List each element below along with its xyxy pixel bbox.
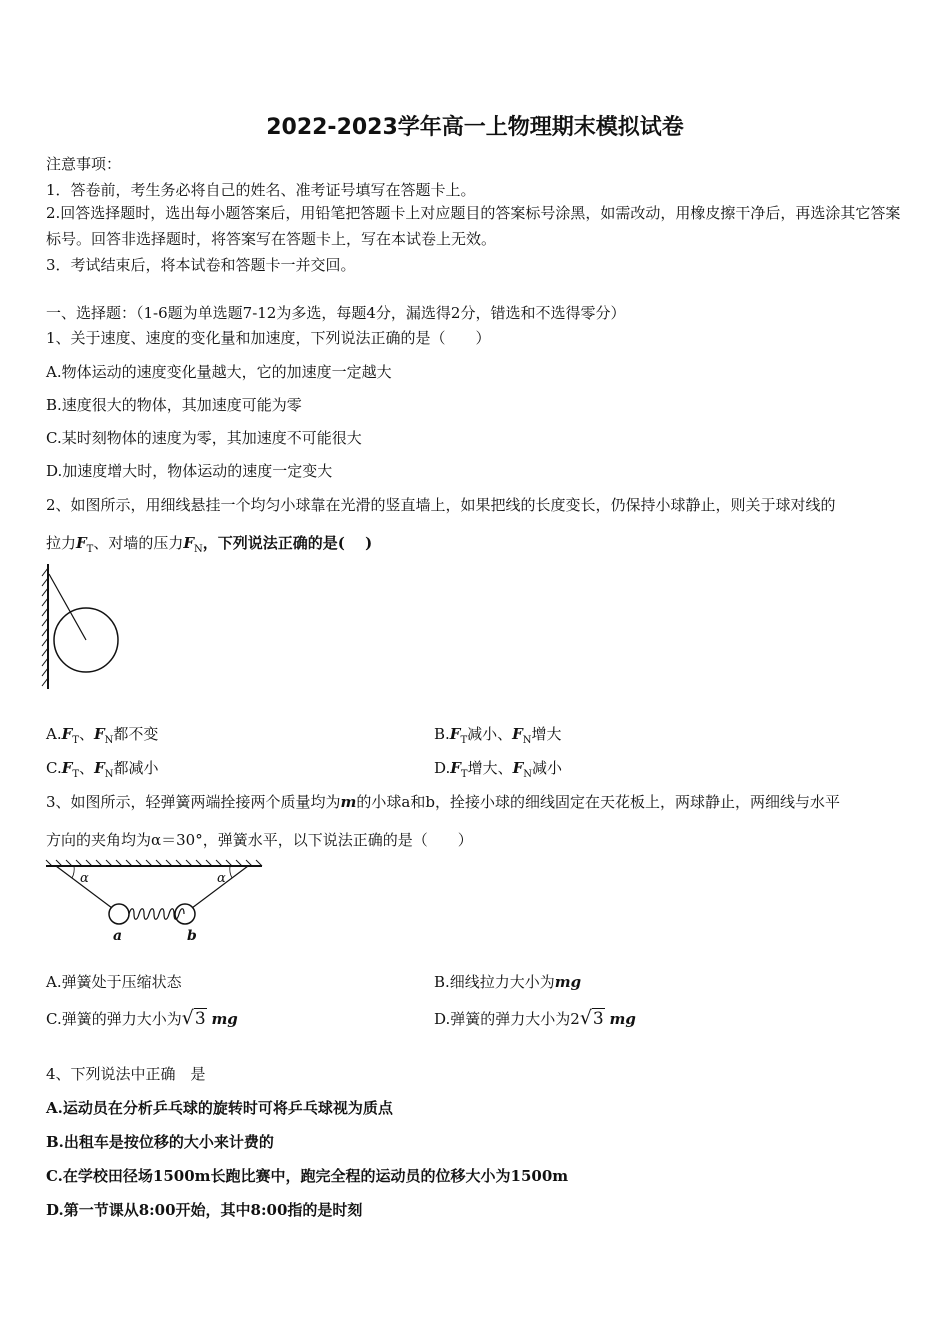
section-heading: 一、选择题：（1-6题为单选题7-12为多选，每题4分，漏选得2分，错选和不选得零分）: [46, 304, 626, 322]
question-1-stem: 1、关于速度、速度的变化量和加速度，下列说法正确的是（ ）: [46, 329, 491, 347]
question-2-stem-line-2: 拉力$F_T$、对墙的压力$F_N$，下列说法正确的是( ): [46, 534, 373, 555]
question-3-option-c: C.弹簧的弹力大小为√3 mg: [46, 1007, 238, 1029]
question-3-stem-line-2: 方向的夹角均为α＝30°，弹簧水平，以下说法正确的是（ ）: [46, 831, 473, 849]
question-4-option-b: B.出租车是按位移的大小来计费的: [46, 1133, 274, 1151]
question-2-option-c: $C.F_T$、$F_N$都减小: [46, 759, 159, 780]
notice-heading: 注意事项：: [46, 155, 122, 173]
question-3-stem-line-1: 3、如图所示，轻弹簧两端拴接两个质量均为m的小球a和b，拴接小球的细线固定在天花板上，两球静止，两细线与水平: [46, 793, 840, 811]
question-2-stem-line-1: 2、如图所示，用细线悬挂一个均匀小球靠在光滑的竖直墙上，如果把线的长度变长，仍保持小球静止，则关于球对线的: [46, 496, 836, 514]
question-2-option-a: $A.F_T$、$F_N$都不变: [46, 725, 159, 746]
notice-item-1: 1．答卷前，考生务必将自己的姓名、准考证号填写在答题卡上。: [46, 181, 476, 199]
alpha-label-left: α: [80, 871, 89, 886]
question-3-option-d: D.弹簧的弹力大小为2√3 mg: [434, 1007, 636, 1029]
question-4-stem: 4、下列说法中正确 是: [46, 1065, 206, 1083]
question-2-option-d: $D.F_T$增大、$F_N$减小: [434, 759, 563, 780]
question-3-option-b: B.细线拉力大小为mg: [434, 973, 582, 991]
ball-b-label: b: [187, 928, 197, 944]
wall-ball-figure: [40, 562, 130, 692]
question-4-option-a: A.运动员在分析乒乓球的旋转时可将乒乓球视为质点: [46, 1099, 393, 1117]
question-1-option-c: C.某时刻物体的速度为零，其加速度不可能很大: [46, 429, 362, 447]
notice-item-3: 3．考试结束后，将本试卷和答题卡一并交回。: [46, 256, 356, 274]
question-1-option-a: A.物体运动的速度变化量越大，它的加速度一定越大: [46, 363, 392, 381]
question-3-option-a: A.弹簧处于压缩状态: [46, 973, 182, 991]
question-2-option-b: $B.F_T$减小、$F_N$增大: [434, 725, 562, 746]
question-4-option-c: C.在学校田径场1500m长跑比赛中，跑完全程的运动员的位移大小为1500m: [46, 1167, 569, 1185]
notice-item-2: 2.回答选择题时，选出每小题答案后，用铅笔把答题卡上对应题目的答案标号涂黑，如需改动，用橡皮擦干净后，再选涂其它答案标号。回答非选择题时，将答案写在答题卡上，写在本试卷上无效。: [46, 204, 901, 248]
question-4-option-d: D.第一节课从8:00开始，其中8:00指的是时刻: [46, 1201, 363, 1219]
question-1-option-b: B.速度很大的物体，其加速度可能为零: [46, 396, 302, 414]
ball-a-label: a: [113, 928, 123, 944]
page-title: 2022-2023学年高一上物理期末模拟试卷: [266, 115, 684, 140]
spring-balls-figure: [44, 860, 266, 944]
question-1-option-d: D.加速度增大时，物体运动的速度一定变大: [46, 462, 333, 480]
alpha-label-right: α: [217, 871, 226, 886]
